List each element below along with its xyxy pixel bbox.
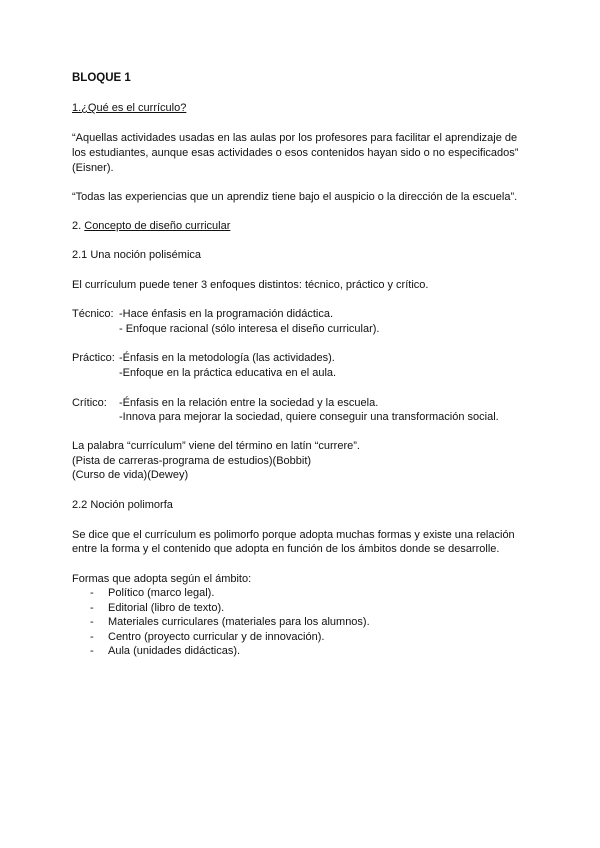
list-item: Editorial (libro de texto). (108, 602, 225, 614)
bullet-dash: - (90, 616, 94, 628)
subsection-2-1-heading: 2.1 Una noción polisémica (72, 249, 202, 261)
tecnico-line-2: - Enfoque racional (sólo interesa el diseño curricular). (119, 323, 380, 335)
quote-1-line-2: los estudiantes, aunque esas actividades o esos contenidos hayan sido o no especificados” (72, 147, 519, 159)
quote-2: “Todas las experiencias que un aprendiz tiene bajo el auspicio o la dirección de la escuela”. (72, 191, 518, 203)
tecnico-line-1: -Hace énfasis en la programación didáctica. (119, 308, 334, 320)
list-item: Aula (unidades didácticas). (108, 645, 241, 657)
critico-line-1: -Énfasis en la relación entre la sociedad y la escuela. (119, 397, 379, 409)
critico-label: Crítico: (72, 397, 107, 409)
etymology-line-2: (Pista de carreras-programa de estudios)(Bobbit) (72, 455, 312, 467)
approaches-intro: El currículum puede tener 3 enfoques distintos: técnico, práctico y crítico. (72, 279, 429, 291)
polymorph-line-2: entre la forma y el contenido que adopta en función de los ámbitos donde se desarrolle. (72, 543, 500, 555)
bullet-dash: - (90, 602, 94, 614)
list-item: Político (marco legal). (108, 587, 215, 599)
etymology-line-1: La palabra “currículum” viene del término en latín “currere”. (72, 440, 360, 452)
forms-intro: Formas que adopta según el ámbito: (72, 573, 252, 585)
subsection-2-2-heading: 2.2 Noción polimorfa (72, 499, 173, 511)
polymorph-line-1: Se dice que el currículum es polimorfo porque adopta muchas formas y existe una relación (72, 529, 515, 541)
bullet-dash: - (90, 587, 94, 599)
tecnico-label: Técnico: (72, 308, 114, 320)
quote-1-line-3: (Eisner). (72, 162, 114, 174)
practico-line-1: -Énfasis en la metodología (las actividades). (119, 352, 335, 364)
section-1-title: ¿Qué es el currículo? (81, 102, 187, 114)
practico-label: Práctico: (72, 352, 115, 364)
bullet-dash: - (90, 631, 94, 643)
section-2-number: 2. (72, 220, 82, 232)
page-heading: BLOQUE 1 (72, 72, 131, 84)
section-2-heading (72, 219, 230, 234)
list-item: Centro (proyecto curricular y de innovación). (108, 631, 325, 643)
section-1-number: 1. (72, 102, 82, 114)
etymology-line-3: (Curso de vida)(Dewey) (72, 469, 189, 481)
critico-line-2: -Innova para mejorar la sociedad, quiere conseguir una transformación social. (119, 411, 499, 423)
list-item: Materiales curriculares (materiales para los alumnos). (108, 616, 370, 628)
section-2-title: Concepto de diseño curricular (84, 220, 231, 232)
practico-line-2: -Enfoque en la práctica educativa en el aula. (119, 367, 337, 379)
bullet-dash: - (90, 645, 94, 657)
section-1-heading (72, 101, 186, 116)
quote-1-line-1: “Aquellas actividades usadas en las aulas por los profesores para facilitar el aprendizaje de (72, 132, 518, 144)
